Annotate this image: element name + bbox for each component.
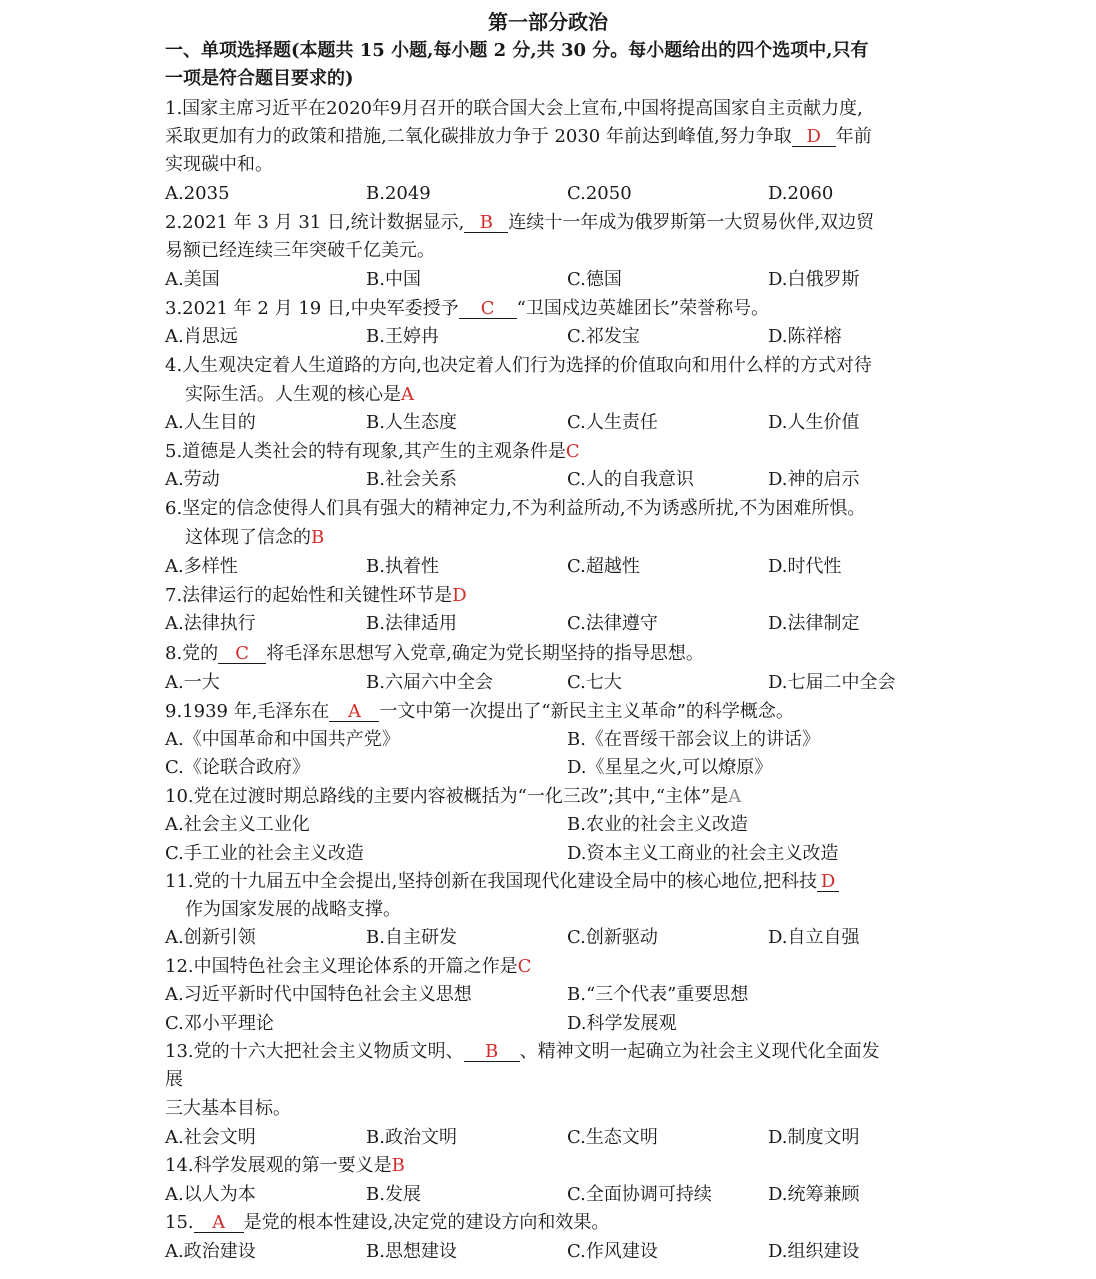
q9-text-line-1: 9.1939 年,毛泽东在 A 一文中第一次提出了“新民主主义革命”的科学概念。 [165,701,794,722]
q4-answer: A [401,384,414,405]
q13-text-line-2: 展 [165,1069,183,1090]
q11-text-line-2: 作为国家发展的战略支撑。 [185,899,401,920]
q1-text-line-2: 采取更加有力的政策和措施,二氧化碳排放力争于 2030 年前达到峰值,努力争取 D 年前 [165,126,872,147]
q2-text-line-1: 2.2021 年 3 月 31 日,统计数据显示, B 连续十一年成为俄罗斯第一大贸易伙伴,双边贸 [165,212,875,233]
q13-option-d: D.制度文明 [768,1127,860,1148]
q9-option-c: C.《论联合政府》 [165,757,310,778]
q14-answer: B [391,1155,405,1176]
q4-text-line-2: 实际生活。人生观的核心是A [185,384,414,405]
page-title: 第一部分政治 [488,10,608,34]
q13-option-a: A.社会文明 [165,1127,256,1148]
section-heading-line-2: 一项是符合题目要求的) [165,68,354,89]
q11-option-b: B.自主研发 [366,927,457,948]
q7-answer: D [452,585,467,606]
q9-option-d: D.《星星之火,可以燎原》 [567,757,773,778]
q10-option-a: A.社会主义工业化 [165,814,310,835]
q10-option-d: D.资本主义工商业的社会主义改造 [567,843,839,864]
q1-text-line-3: 实现碳中和。 [165,154,273,175]
q13-answer: B [464,1042,520,1062]
q4-text-line-1: 4.人生观决定着人生道路的方向,也决定着人们行为选择的价值取向和用什么样的方式对待 [165,355,872,376]
q7-option-a: A.法律执行 [165,613,256,634]
q2-option-b: B.中国 [366,269,421,290]
q14-option-d: D.统筹兼顾 [768,1184,860,1205]
q5-option-c: C.人的自我意识 [567,469,694,490]
q10-answer: A [728,786,742,807]
q8-option-b: B.六届六中全会 [366,672,493,693]
q3-option-c: C.祁发宝 [567,326,640,347]
q8-text-line-1: 8.党的 C 将毛泽东思想写入党章,确定为党长期坚持的指导思想。 [165,643,704,664]
q8-option-c: C.七大 [567,672,622,693]
q15-answer: A [194,1213,244,1233]
q7-text-line-1: 7.法律运行的起始性和关键性环节是D [165,585,467,606]
q7-option-c: C.法律遵守 [567,613,658,634]
q2-option-d: D.白俄罗斯 [768,269,860,290]
q1-answer: D [792,127,836,147]
q13-option-c: C.生态文明 [567,1127,658,1148]
q14-option-b: B.发展 [366,1184,421,1205]
q2-option-a: A.美国 [165,269,220,290]
q4-option-a: A.人生目的 [165,412,256,433]
q9-answer: A [329,702,379,722]
section-heading-line-1: 一、单项选择题(本题共 15 小题,每小题 2 分,共 30 分。每小题给出的四个选项中,只有 [165,40,869,61]
q14-option-a: A.以人为本 [165,1184,256,1205]
q5-option-d: D.神的启示 [768,469,860,490]
q12-option-a: A.习近平新时代中国特色社会主义思想 [165,984,472,1005]
q1-option-c: C.2050 [567,183,632,204]
q9-option-b: B.《在晋绥干部会议上的讲话》 [567,729,820,750]
q1-option-b: B.2049 [366,183,431,204]
q4-option-d: D.人生价值 [768,412,860,433]
q12-text-line-1: 12.中国特色社会主义理论体系的开篇之作是C [165,956,532,977]
q10-text-line-1: 10.党在过渡时期总路线的主要内容被概括为“一化三改”;其中,“主体”是A [165,786,742,807]
q7-option-b: B.法律适用 [366,613,457,634]
q3-option-a: A.肖思远 [165,326,238,347]
q6-text-line-2: 这体现了信念的B [185,527,325,548]
q5-text-line-1: 5.道德是人类社会的特有现象,其产生的主观条件是C [165,441,580,462]
q2-text-line-2: 易额已经连续三年突破千亿美元。 [165,240,435,261]
q4-option-c: C.人生责任 [567,412,658,433]
q15-text-line-1: 15. A 是党的根本性建设,决定党的建设方向和效果。 [165,1212,610,1233]
q5-option-a: A.劳动 [165,469,220,490]
q10-option-b: B.农业的社会主义改造 [567,814,748,835]
q6-text-line-1: 6.坚定的信念使得人们具有强大的精神定力,不为利益所动,不为诱惑所扰,不为困难所惧。 [165,498,866,519]
q13-text-line-3: 三大基本目标。 [165,1098,291,1119]
q1-option-d: D.2060 [768,183,834,204]
q6-answer: B [311,527,325,548]
q1-option-a: A.2035 [165,183,230,204]
q10-option-c: C.手工业的社会主义改造 [165,843,364,864]
q2-option-c: C.德国 [567,269,622,290]
q3-option-d: D.陈祥榕 [768,326,842,347]
q11-option-c: C.创新驱动 [567,927,658,948]
q9-option-a: A.《中国革命和中国共产党》 [165,729,400,750]
q11-option-d: D.自立自强 [768,927,860,948]
q14-option-c: C.全面协调可持续 [567,1184,712,1205]
q6-option-c: C.超越性 [567,556,640,577]
q12-option-c: C.邓小平理论 [165,1013,274,1034]
q11-answer: D [817,872,839,892]
q14-text-line-1: 14.科学发展观的第一要义是B [165,1155,405,1176]
q6-option-d: D.时代性 [768,556,842,577]
q15-option-b: B.思想建设 [366,1241,457,1262]
q3-answer: C [459,299,517,319]
q8-option-a: A.一大 [165,672,220,693]
q11-option-a: A.创新引领 [165,927,256,948]
q12-option-d: D.科学发展观 [567,1013,677,1034]
q15-option-d: D.组织建设 [768,1241,860,1262]
q6-option-b: B.执着性 [366,556,439,577]
q5-answer: C [565,441,580,462]
q12-option-b: B.“三个代表”重要思想 [567,984,749,1005]
q15-option-c: C.作风建设 [567,1241,658,1262]
q4-option-b: B.人生态度 [366,412,457,433]
q2-answer: B [464,213,508,233]
q5-option-b: B.社会关系 [366,469,457,490]
q13-option-b: B.政治文明 [366,1127,457,1148]
q7-option-d: D.法律制定 [768,613,860,634]
q8-answer: C [218,644,266,664]
q8-option-d: D.七届二中全会 [768,672,896,693]
q15-option-a: A.政治建设 [165,1241,256,1262]
q3-text-line-1: 3.2021 年 2 月 19 日,中央军委授予 C “卫国戍边英雄团长”荣誉称号。 [165,298,770,319]
q3-option-b: B.王婷冉 [366,326,439,347]
q1-text-line-1: 1.国家主席习近平在2020年9月召开的联合国大会上宣布,中国将提高国家自主贡献力度, [165,98,863,119]
q13-text-line-1: 13.党的十六大把社会主义物质文明、 B 、精神文明一起确立为社会主义现代化全面发 [165,1041,880,1062]
q12-answer: C [517,956,532,977]
q11-text-line-1: 11.党的十九届五中全会提出,坚持创新在我国现代化建设全局中的核心地位,把科技 D [165,871,839,893]
q6-option-a: A.多样性 [165,556,238,577]
